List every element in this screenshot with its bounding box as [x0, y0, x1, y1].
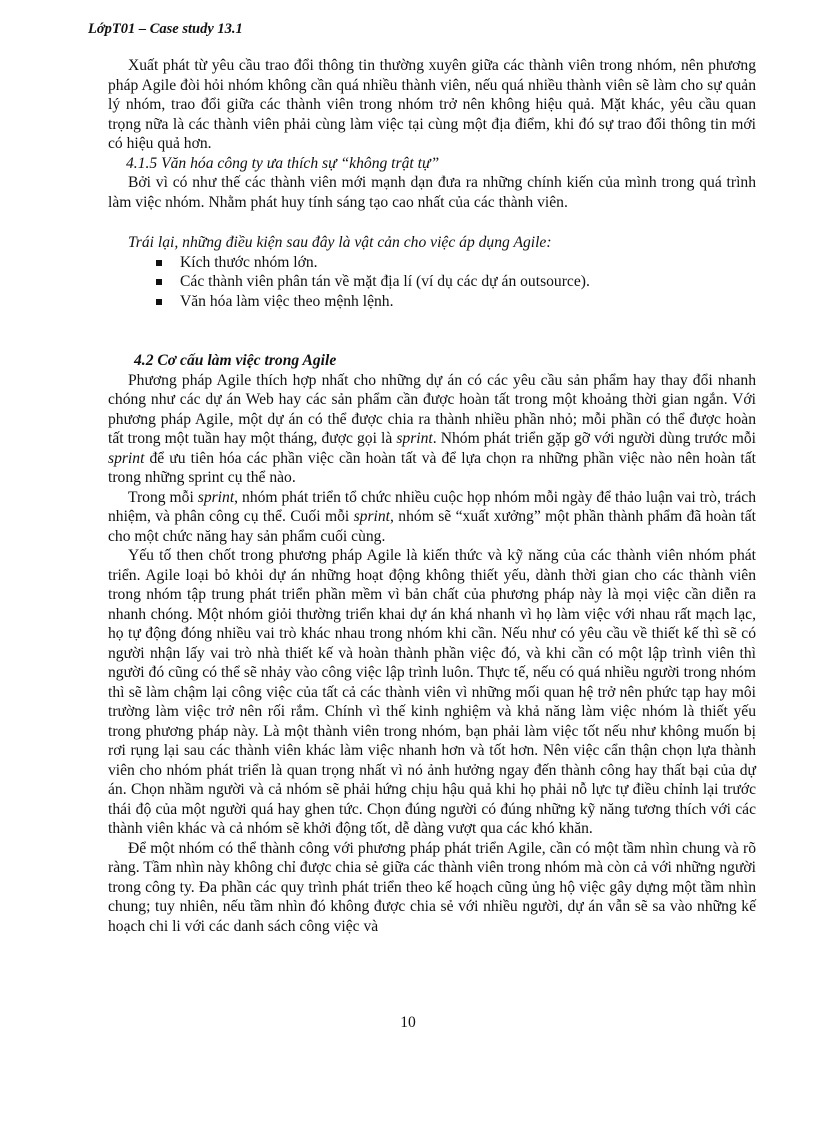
list-item: Văn hóa làm việc theo mệnh lệnh.: [156, 292, 756, 312]
bullet-square-icon: [156, 279, 162, 285]
list-item: Các thành viên phân tán về mặt địa lí (ví dụ các dự án outsource).: [156, 272, 756, 292]
bullet-square-icon: [156, 260, 162, 266]
paragraph-key-factors: Yếu tố then chốt trong phương pháp Agile là kiến thức và kỹ năng của các thành viên nhóm phát triển. Agile loại bỏ khỏi dự án những hoạt động không thiết yếu, dành thời gian cho các thành viên trong nhóm tập trung phát triển phần mềm vì bản chất của phương pháp này là mọi việc cần diễn ra nhanh chóng. Một nhóm giỏi thường triển khai dự án khá nhanh vì họ làm việc với nhau rất mạch lạc, họ tự động đóng nhiều vai trò khác nhau trong nhóm khi cần. Nếu như có yêu cầu về thiết kế thì sẽ có người nhận lấy vai trò nhà thiết kế và hoàn thành phần việc đó, và khi cần có một lập trình viên thì người đó cũng có thể sẽ nhảy vào công việc lập trình luôn. Thực tế, nếu có quá nhiều người trong nhóm thì sẽ làm chậm lại công việc của tất cả các thành viên vì những mối quan hệ trở nên phức tạp hay môi trường làm việc trở nên rối rắm. Chính vì thế kinh nghiệm và khả năng làm việc nhóm là thiết yếu trong phương pháp này. Là một thành viên trong nhóm, bạn phải làm việc tốt nếu như không muốn bị rơi rụng lại sau các thành viên khác làm việc nhanh hơn và tốt hơn. Nên việc cẩn thận chọn lựa thành viên cho nhóm phát triển là quan trọng nhất vì nó ảnh hưởng ngay đến thành công hay thất bại của dự án. Chọn nhầm người và cả nhóm sẽ phải hứng chịu hậu quả khi họ phải nỗ lực tự điều chỉnh lại trước thái độ của một người quá hay ghen tức. Chọn đúng người có đúng những kỹ năng tương thích với các thành viên khác và cả nhóm sẽ khởi động tốt, dễ dàng vượt qua các khó khăn.: [108, 547, 756, 837]
paragraph-culture: Bởi vì có như thế các thành viên mới mạnh dạn đưa ra những chính kiến của mình trong quá trình làm việc nhóm. Nhằm phát huy tính sáng tạo cao nhất của các thành viên.: [108, 174, 756, 211]
page-number: 10: [400, 1014, 416, 1031]
paragraph-agile-fit: Phương pháp Agile thích hợp nhất cho những dự án có các yêu cầu sản phẩm hay thay đổi nhanh chóng như các dự án Web hay các sản phẩm cần được hoàn tất trong một khoảng thời gian ngắn. Với phương pháp Agile, một dự án có thể được chia ra thành nhiều phần nhỏ; mỗi phần có thể được hoàn tất trong một tuần hay một tháng, được gọi là sprint. Nhóm phát triển gặp gỡ với người dùng trước mỗi sprint để ưu tiên hóa các phần việc cần hoàn tất và để lựa chọn ra những phần việc nào nên hoàn tất trong những sprint cụ thể nào.: [108, 371, 756, 486]
page-header: LớpT01 – Case study 13.1: [88, 21, 243, 37]
bullet-square-icon: [156, 299, 162, 305]
paragraph-team-size: Xuất phát từ yêu cầu trao đổi thông tin thường xuyên giữa các thành viên trong nhóm, nên phương pháp Agile đòi hỏi nhóm không cần quá nhiều thành viên, nếu quá nhiều thành viên sẽ làm cho sự quản lý nhóm, trao đổi giữa các thành viên trong nhóm trở nên không hiệu quả. Mặt khác, yêu cầu quan trọng nữa là các thành viên phải cùng làm việc tại cùng một địa điểm, khi đó sự trao đổi thông tin mới có hiệu quả hơn.: [108, 57, 756, 152]
obstacles-intro: Trái lại, những điều kiện sau đây là vật cản cho việc áp dụng Agile:: [128, 234, 552, 251]
document-body: [108, 56, 756, 936]
list-item: Kích thước nhóm lớn.: [156, 253, 756, 273]
paragraph-sprint-meetings: Trong mỗi sprint, nhóm phát triển tổ chức nhiều cuộc họp nhóm mỗi ngày để thảo luận vai trò, trách nhiệm, và phân công cụ thể. Cuối mỗi sprint, nhóm sẽ “xuất xưởng” một phần thành phẩm đã hoàn tất cho một chức năng hay sản phẩm cuối cùng.: [108, 488, 756, 545]
section-heading-4-2: 4.2 Cơ cấu làm việc trong Agile: [134, 352, 337, 369]
subsection-heading-4-1-5: 4.1.5 Văn hóa công ty ưa thích sự “không trật tự”: [126, 154, 440, 172]
paragraph-shared-vision: Để một nhóm có thể thành công với phương pháp phát triển Agile, cần có một tầm nhìn chung và rõ ràng. Tầm nhìn này không chỉ được chia sẻ giữa các thành viên trong nhóm mà còn cả với những người trong công ty. Đa phần các quy trình phát triển theo kế hoạch cũng ủng hộ việc gây dựng một tầm nhìn chung; tuy nhiên, nếu tầm nhìn đó không được chia sẻ với nhiều người, dự án vẫn sẽ sa vào những kế hoạch chi li với các danh sách công việc và: [108, 839, 756, 935]
obstacles-list: [108, 253, 756, 312]
